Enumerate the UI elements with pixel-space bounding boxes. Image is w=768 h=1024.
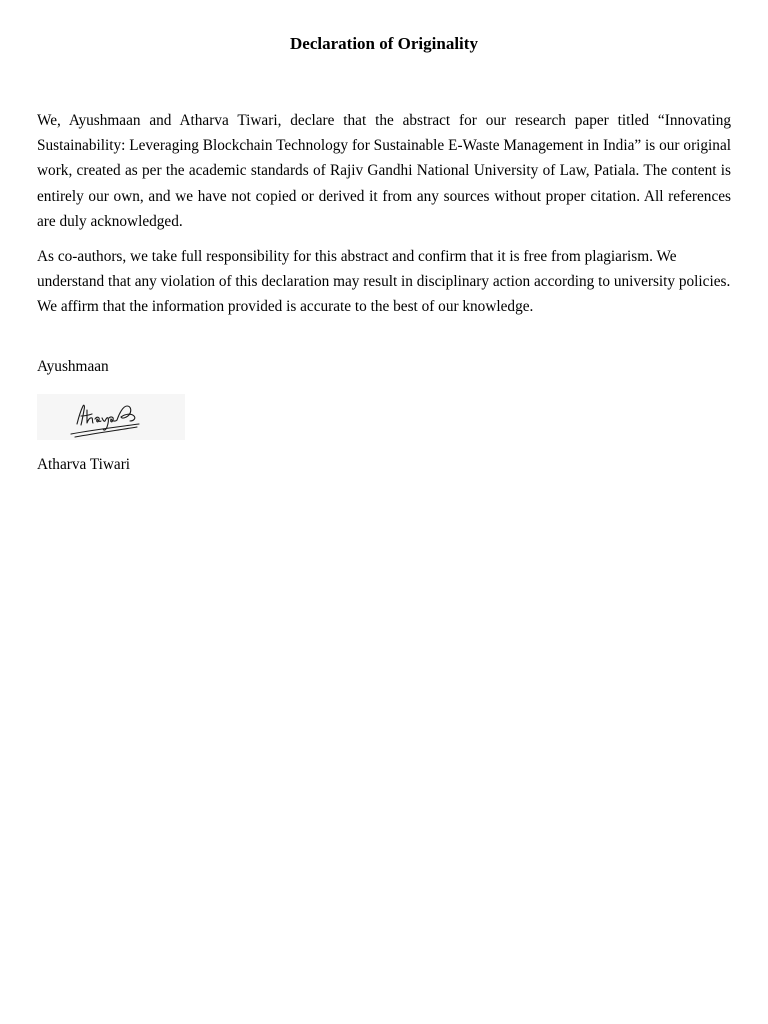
signatory-name-ayushmaan: Ayushmaan — [37, 358, 109, 375]
signatory-name-atharva-tiwari: Atharva Tiwari — [37, 456, 131, 473]
handwritten-signature-image — [37, 394, 185, 440]
document-title: Declaration of Originality — [290, 34, 478, 53]
declaration-paragraph: We, Ayushmaan and Atharva Tiwari, declare that the abstract for our research paper titled “Innovating Sustainability: Leveraging Blockchain Technology for Sustainable E-Waste Management in India” is our original work, created as per the academic standards of Rajiv Gandhi National University of Law, Patiala. The content is entirely our own, and we have not copied or derived it from any sources without proper citation. All references are duly acknowledged. — [37, 112, 731, 230]
responsibility-paragraph: As co-authors, we take full responsibility for this abstract and confirm that it is free from plagiarism. We understand that any violation of this declaration may result in disciplinary action according to university policies. We affirm that the information provided is accurate to the best of our knowledge. — [37, 248, 731, 316]
